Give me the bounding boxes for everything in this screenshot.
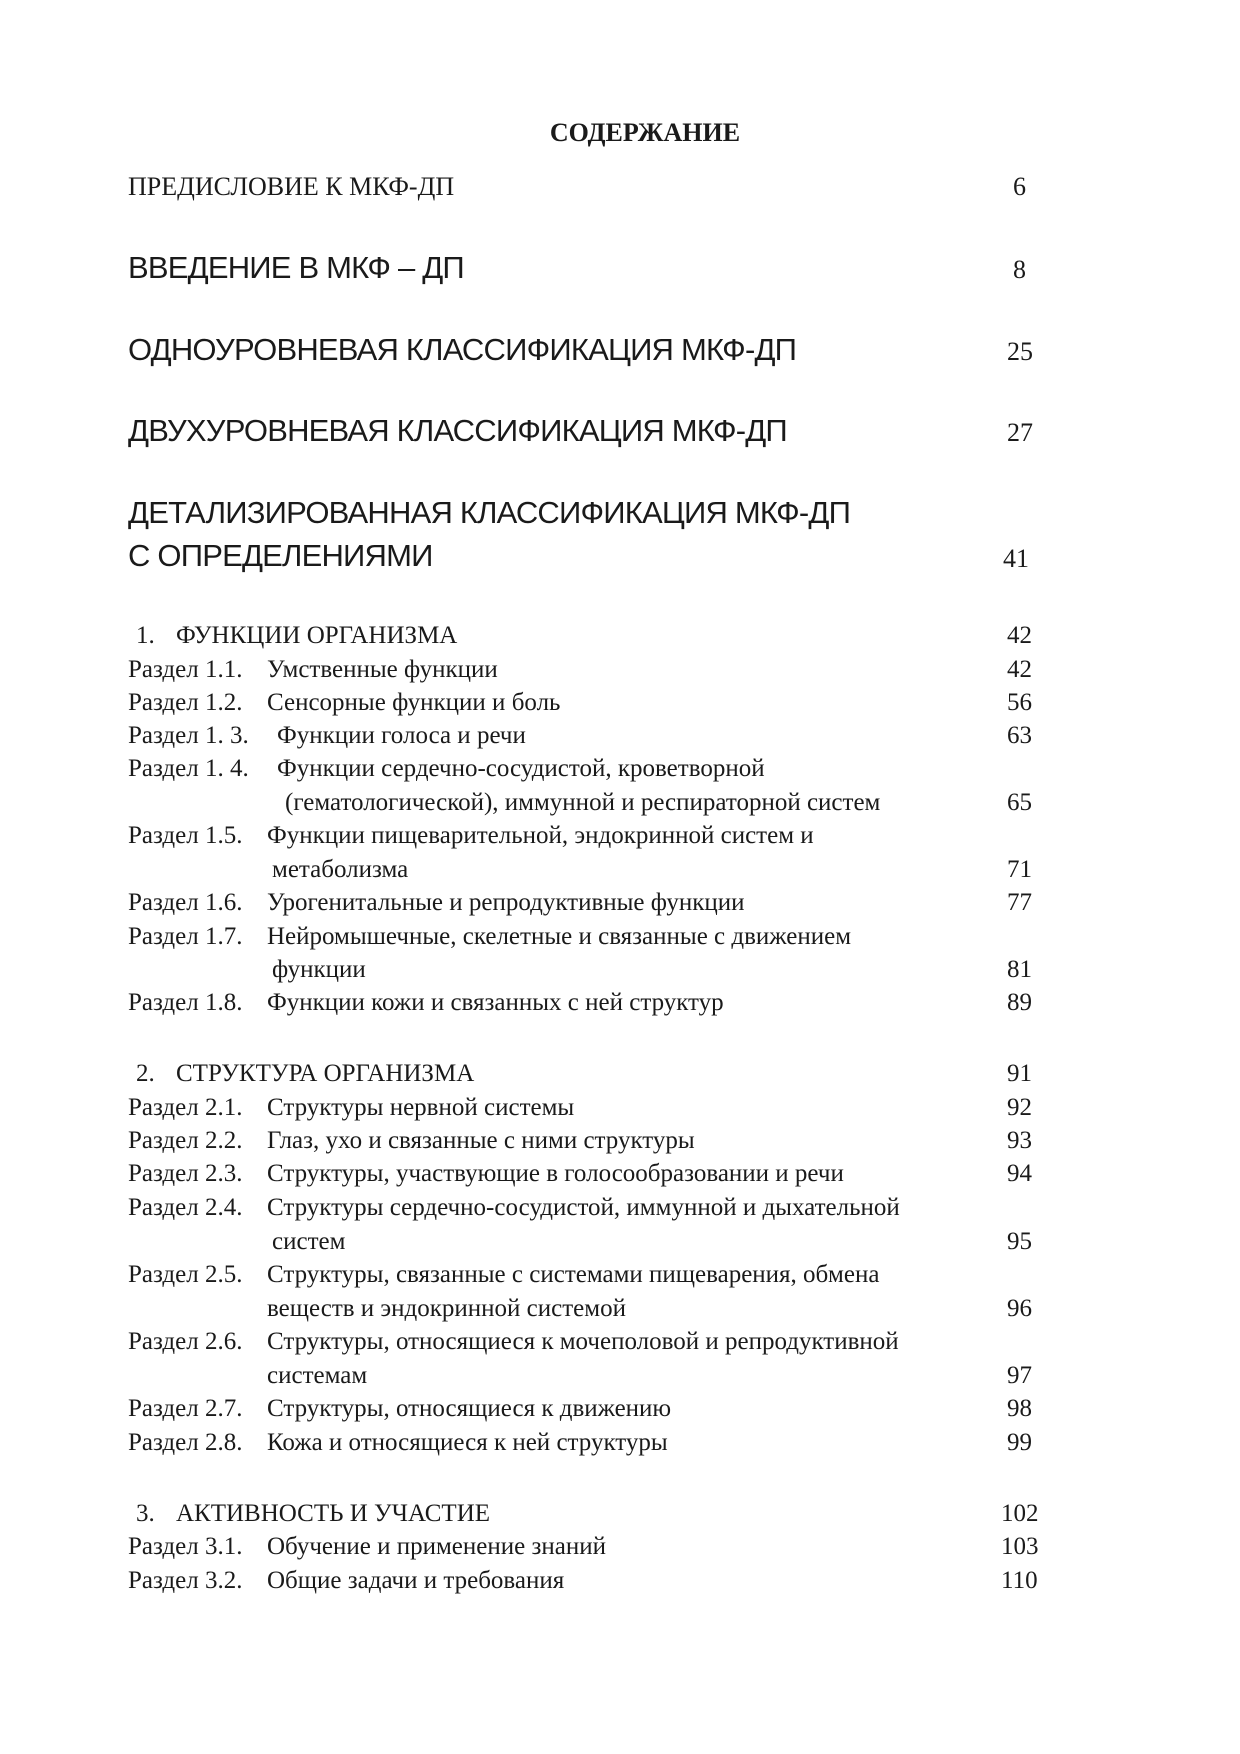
entry-page: 27 [1007,418,1033,447]
page-title: СОДЕРЖАНИЕ [549,118,741,147]
section-text: Глаз, ухо и связанные с ними структуры [267,1127,695,1154]
section-text: Структуры сердечно-сосудистой, иммунной и дыхательной [267,1194,900,1221]
section-page: 93 [1007,1127,1032,1154]
section-text: Функции сердечно-сосудистой, кроветворной [277,755,765,782]
section-label: Раздел 2.7. [128,1395,243,1422]
section-text: Кожа и относящиеся к ней структуры [267,1429,668,1456]
section-text: Структуры, связанные с системами пищеварения, обмена [267,1261,880,1288]
section-page: 42 [1007,656,1032,683]
section-page: 95 [1007,1228,1032,1255]
chapter-number: 2. [136,1060,155,1087]
chapter-page: 91 [1007,1060,1032,1087]
section-text-cont: веществ и эндокринной системой [267,1295,626,1322]
section-page: 71 [1007,856,1032,883]
section-page: 65 [1007,789,1032,816]
section-text: Структуры, относящиеся к движению [267,1395,672,1422]
section-label: Раздел 3.2. [128,1567,243,1594]
section-text: Обучение и применение знаний [267,1533,606,1560]
section-page: 77 [1007,889,1032,916]
section-text: Умственные функции [267,656,498,683]
section-text: Сенсорные функции и боль [267,689,561,716]
section-text-cont: метаболизма [272,856,409,883]
section-page: 81 [1007,956,1032,983]
section-text: Структуры, участвующие в голосообразовании и речи [267,1160,844,1187]
section-label: Раздел 1.6. [128,889,243,916]
section-text: Общие задачи и требования [267,1567,565,1594]
section-label: Раздел 1.7. [128,923,243,950]
section-label: Раздел 1. 4. [128,755,249,782]
section-label: Раздел 1.2. [128,689,243,716]
section-text: Функции пищеварительной, эндокринной систем и [267,822,814,849]
chapter-title: СТРУКТУРА ОРГАНИЗМА [176,1060,475,1087]
chapter-title: ФУНКЦИИ ОРГАНИЗМА [176,622,458,649]
section-label: Раздел 2.1. [128,1094,243,1121]
section-page: 110 [1001,1567,1038,1594]
entry-text: ОДНОУРОВНЕВАЯ КЛАССИФИКАЦИЯ МКФ-ДП [128,332,797,367]
section-page: 96 [1007,1295,1032,1322]
section-page: 94 [1007,1160,1032,1187]
section-label: Раздел 2.4. [128,1194,243,1221]
entry-text: ДЕТАЛИЗИРОВАННАЯ КЛАССИФИКАЦИЯ МКФ-ДП [128,495,851,530]
entry-page: 41 [1003,544,1029,573]
section-text-cont: (гематологической), иммунной и респираторной систем [285,789,881,816]
chapter-number: 3. [136,1500,155,1527]
section-label: Раздел 1. 3. [128,722,249,749]
section-text: Функции кожи и связанных с ней структур [267,989,724,1016]
entry-text-cont: С ОПРЕДЕЛЕНИЯМИ [128,538,433,573]
section-label: Раздел 2.3. [128,1160,243,1187]
entry-text: ВВЕДЕНИЕ В МКФ – ДП [128,250,464,285]
entry-page: 25 [1007,337,1033,366]
section-label: Раздел 1.1. [128,656,243,683]
chapter-page: 102 [1001,1500,1039,1527]
section-text: Структуры, относящиеся к мочеполовой и репродуктивной [267,1328,899,1355]
section-page: 63 [1007,722,1032,749]
section-label: Раздел 1.8. [128,989,243,1016]
section-text: Нейромышечные, скелетные и связанные с движением [267,923,852,950]
section-label: Раздел 2.6. [128,1328,243,1355]
section-text: Урогенитальные и репродуктивные функции [267,889,745,916]
section-label: Раздел 3.1. [128,1533,243,1560]
entry-text: ПРЕДИСЛОВИЕ К МКФ-ДП [128,172,455,201]
chapter-number: 1. [136,622,155,649]
section-page: 99 [1007,1429,1032,1456]
section-text-cont: функции [272,956,366,983]
section-page: 103 [1001,1533,1039,1560]
section-page: 98 [1007,1395,1032,1422]
chapter-title: АКТИВНОСТЬ И УЧАСТИЕ [176,1500,491,1527]
section-text-cont: системам [267,1362,368,1389]
chapter-page: 42 [1007,622,1032,649]
section-label: Раздел 1.5. [128,822,243,849]
section-page: 56 [1007,689,1032,716]
entry-text: ДВУХУРОВНЕВАЯ КЛАССИФИКАЦИЯ МКФ-ДП [128,413,787,448]
section-page: 97 [1007,1362,1032,1389]
entry-page: 8 [1013,255,1026,284]
section-text: Структуры нервной системы [267,1094,575,1121]
section-label: Раздел 2.2. [128,1127,243,1154]
section-text-cont: систем [272,1228,346,1255]
section-page: 92 [1007,1094,1032,1121]
section-text: Функции голоса и речи [277,722,526,749]
section-page: 89 [1007,989,1032,1016]
section-label: Раздел 2.5. [128,1261,243,1288]
entry-page: 6 [1013,172,1026,201]
section-label: Раздел 2.8. [128,1429,243,1456]
